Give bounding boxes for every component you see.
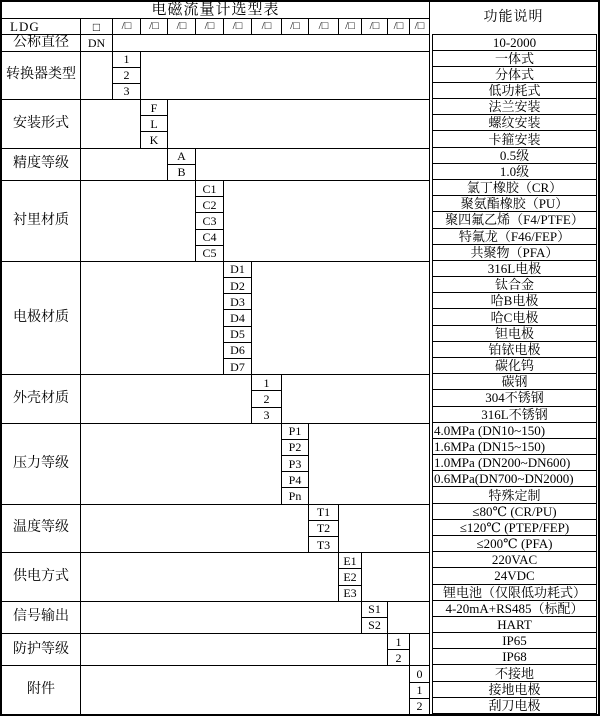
- option-code: P4: [281, 471, 308, 487]
- category-label: 供电方式: [2, 552, 80, 601]
- code-slot: /□: [223, 18, 251, 34]
- option-description: 1.0MPa (DN200~DN600): [432, 455, 597, 471]
- option-description: IP68: [432, 649, 597, 665]
- category-label: 压力等级: [2, 423, 80, 504]
- category-label: 公称直径: [2, 34, 80, 50]
- option-code: A: [167, 148, 195, 164]
- merged-empty-cell: [80, 423, 281, 504]
- option-description: 碳钢: [432, 374, 597, 390]
- merged-empty-cell: [361, 552, 429, 601]
- merged-empty-cell: [80, 374, 251, 423]
- option-code: S2: [361, 617, 387, 633]
- option-description: ≤200℃ (PFA): [432, 536, 597, 552]
- merged-empty-cell: [338, 504, 429, 553]
- option-code: C1: [195, 180, 223, 196]
- option-description: 铂铱电极: [432, 342, 597, 358]
- option-description: 24VDC: [432, 568, 597, 584]
- merged-empty-cell: [80, 504, 308, 553]
- category-label: 安装形式: [2, 99, 80, 148]
- option-description: 法兰安装: [432, 99, 597, 115]
- option-description: 1.0级: [432, 164, 597, 180]
- option-description: 钛合金: [432, 277, 597, 293]
- option-description: ≤80℃ (CR/PU): [432, 504, 597, 520]
- merged-empty-cell: [281, 374, 429, 423]
- option-description: 一体式: [432, 51, 597, 67]
- option-code: D6: [223, 342, 251, 358]
- option-description: 螺纹安装: [432, 115, 597, 131]
- option-description: IP65: [432, 633, 597, 649]
- option-description: 不接地: [432, 665, 597, 681]
- option-code: D2: [223, 277, 251, 293]
- option-code: 2: [387, 649, 409, 665]
- merged-empty-cell: [223, 180, 429, 261]
- code-slot: /□: [251, 18, 281, 34]
- option-code: B: [167, 164, 195, 180]
- table-title: 电磁流量计选型表: [151, 2, 280, 18]
- merged-empty-cell: [140, 51, 429, 100]
- option-code: 2: [251, 390, 281, 406]
- option-code: D5: [223, 326, 251, 342]
- option-description: 220VAC: [432, 552, 597, 568]
- option-code: D4: [223, 309, 251, 325]
- option-code: 3: [251, 407, 281, 423]
- option-description: 316L不锈钢: [432, 407, 597, 423]
- code-slot: /□: [112, 18, 140, 34]
- option-description: 分体式: [432, 67, 597, 83]
- option-code: K: [140, 131, 167, 147]
- option-code: E1: [338, 552, 361, 568]
- merged-empty-cell: [251, 261, 429, 374]
- option-code: 1: [112, 51, 140, 67]
- option-description: 氯丁橡胶（CR）: [432, 180, 597, 196]
- code-slot: /□: [308, 18, 338, 34]
- option-code: E2: [338, 568, 361, 584]
- option-code: D7: [223, 358, 251, 374]
- option-description: 特殊定制: [432, 487, 597, 503]
- option-code: 2: [112, 67, 140, 83]
- merged-empty-cell: [80, 180, 195, 261]
- model-code-box: □: [80, 18, 112, 34]
- option-description: 共聚物（PFA）: [432, 245, 597, 261]
- merged-empty-cell: [80, 261, 223, 374]
- option-code: DN: [80, 34, 112, 50]
- merged-empty-cell: [308, 423, 429, 504]
- option-code: 2: [409, 698, 429, 714]
- merged-empty-cell: [80, 665, 409, 714]
- category-label: 外壳材质: [2, 374, 80, 423]
- option-code: Pn: [281, 487, 308, 503]
- code-slot: /□: [167, 18, 195, 34]
- merged-empty-cell: [80, 552, 338, 601]
- merged-empty-cell: [80, 51, 112, 100]
- option-code: T3: [308, 536, 338, 552]
- option-code: S1: [361, 601, 387, 617]
- code-slot: /□: [281, 18, 308, 34]
- option-description: 4.0MPa (DN10~150): [432, 423, 597, 439]
- code-slot: /□: [338, 18, 361, 34]
- option-description: 聚氨酯橡胶（PU）: [432, 196, 597, 212]
- option-code: P1: [281, 423, 308, 439]
- merged-empty-cell: [80, 99, 140, 148]
- option-code: T2: [308, 520, 338, 536]
- option-description: 哈B电极: [432, 293, 597, 309]
- category-label: 电极材质: [2, 261, 80, 374]
- category-label: 附件: [2, 665, 80, 714]
- code-slot: /□: [387, 18, 409, 34]
- option-description: 316L电极: [432, 261, 597, 277]
- option-description: 304不锈钢: [432, 390, 597, 406]
- category-label: 衬里材质: [2, 180, 80, 261]
- merged-empty-cell: [80, 148, 167, 180]
- option-description: 特氟龙（F46/FEP）: [432, 229, 597, 245]
- option-code: D3: [223, 293, 251, 309]
- option-description: 0.5级: [432, 148, 597, 164]
- option-code: P3: [281, 455, 308, 471]
- option-code: C3: [195, 212, 223, 228]
- function-column-divider: [429, 2, 430, 714]
- code-slot: /□: [361, 18, 387, 34]
- option-description: ≤120℃ (PTEP/FEP): [432, 520, 597, 536]
- merged-empty-cell: [80, 601, 361, 633]
- option-code: L: [140, 115, 167, 131]
- option-description: 0.6MPa(DN700~DN2000): [432, 471, 597, 487]
- option-code: 1: [409, 682, 429, 698]
- option-description: 刮刀电极: [432, 698, 597, 714]
- option-code: D1: [223, 261, 251, 277]
- merged-empty-cell: [112, 34, 429, 50]
- option-code: E3: [338, 585, 361, 601]
- merged-empty-cell: [387, 601, 429, 633]
- option-description: 碳化钨: [432, 358, 597, 374]
- category-label: 精度等级: [2, 148, 80, 180]
- option-description: 4-20mA+RS485（标配）: [432, 601, 597, 617]
- code-slot: /□: [409, 18, 429, 34]
- category-label: 防护等级: [2, 633, 80, 665]
- code-slot: /□: [140, 18, 167, 34]
- option-code: 1: [251, 374, 281, 390]
- option-description: 接地电极: [432, 682, 597, 698]
- option-description: HART: [432, 617, 597, 633]
- merged-empty-cell: [80, 633, 387, 665]
- option-code: 1: [387, 633, 409, 649]
- option-description: 钽电极: [432, 326, 597, 342]
- function-column-header: 功能说明: [483, 10, 544, 26]
- option-description: 聚四氟乙烯（F4/PTFE）: [432, 212, 597, 228]
- option-code: C4: [195, 229, 223, 245]
- option-code: F: [140, 99, 167, 115]
- merged-empty-cell: [195, 148, 429, 180]
- merged-empty-cell: [409, 633, 429, 665]
- option-description: 锂电池（仅限低功耗式）: [432, 585, 597, 601]
- merged-empty-cell: [167, 99, 429, 148]
- option-code: 0: [409, 665, 429, 681]
- option-description: 卡箍安装: [432, 131, 597, 147]
- option-code: P2: [281, 439, 308, 455]
- option-description: 哈C电极: [432, 309, 597, 325]
- option-code: C5: [195, 245, 223, 261]
- option-code: 3: [112, 83, 140, 99]
- option-code: T1: [308, 504, 338, 520]
- category-label: 转换器类型: [2, 51, 80, 100]
- category-label: 信号输出: [2, 601, 80, 633]
- option-description: 低功耗式: [432, 83, 597, 99]
- option-description: 1.6MPa (DN15~150): [432, 439, 597, 455]
- model-prefix: LDG: [2, 18, 80, 34]
- option-description: 10-2000: [432, 34, 597, 50]
- category-label: 温度等级: [2, 504, 80, 553]
- option-code: C2: [195, 196, 223, 212]
- code-slot: /□: [195, 18, 223, 34]
